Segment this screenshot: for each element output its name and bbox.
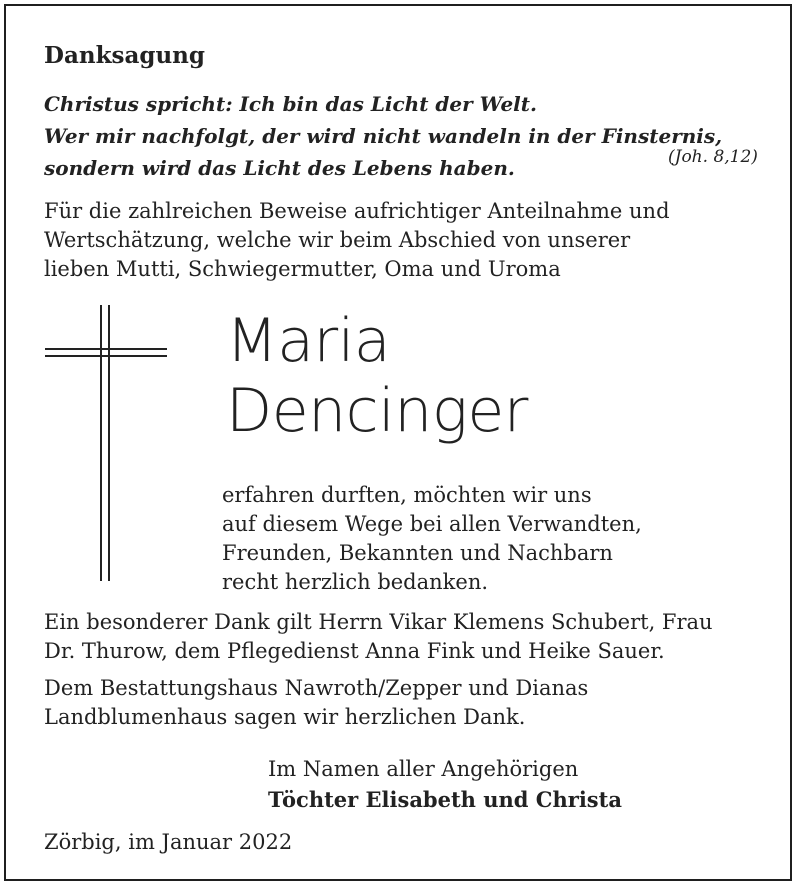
quote-line: sondern wird das Licht des Lebens haben. — [44, 156, 515, 180]
special-thanks-line: Ein besonderer Dank gilt Herrn Vikar Klemens Schubert, Frau — [44, 610, 713, 634]
deceased-last-name: Dencinger — [226, 376, 528, 446]
quote-line: Wer mir nachfolgt, der wird nicht wandeln in der Finsternis, — [44, 124, 723, 148]
special-thanks-line: Dr. Thurow, dem Pflegedienst Anna Fink und Heike Sauer. — [44, 639, 665, 663]
notice-heading: Danksagung — [44, 42, 205, 69]
signature-names: Töchter Elisabeth und Christa — [268, 787, 622, 812]
funeral-thanks-line: Landblumenhaus sagen wir herzlichen Dank. — [44, 705, 526, 729]
after-name-line: Freunden, Bekannten und Nachbarn — [222, 541, 613, 565]
intro-line: Wertschätzung, welche wir beim Abschied von unserer — [44, 228, 631, 252]
signature-on-behalf: Im Namen aller Angehörigen — [268, 757, 579, 781]
intro-line: Für die zahlreichen Beweise aufrichtiger Anteilnahme und — [44, 199, 670, 223]
after-name-line: auf diesem Wege bei allen Verwandten, — [222, 512, 642, 536]
intro-paragraph — [44, 197, 670, 284]
special-thanks-paragraph — [44, 608, 713, 666]
deceased-first-name: Maria — [226, 306, 391, 376]
bible-quote — [44, 88, 774, 184]
funeral-thanks-paragraph — [44, 674, 588, 732]
after-name-line: erfahren durften, möchten wir uns — [222, 483, 592, 507]
quote-reference: (Joh. 8,12) — [668, 147, 758, 167]
funeral-thanks-line: Dem Bestattungshaus Nawroth/Zepper und Dianas — [44, 676, 589, 700]
deceased-name — [226, 306, 528, 446]
place-date: Zörbig, im Januar 2022 — [44, 830, 293, 854]
quote-line: Christus spricht: Ich bin das Licht der Welt. — [44, 92, 537, 116]
cross-icon — [45, 305, 170, 585]
intro-line: lieben Mutti, Schwiegermutter, Oma und Uroma — [44, 257, 561, 281]
after-name-line: recht herzlich bedanken. — [222, 570, 489, 594]
after-name-paragraph — [222, 481, 642, 597]
